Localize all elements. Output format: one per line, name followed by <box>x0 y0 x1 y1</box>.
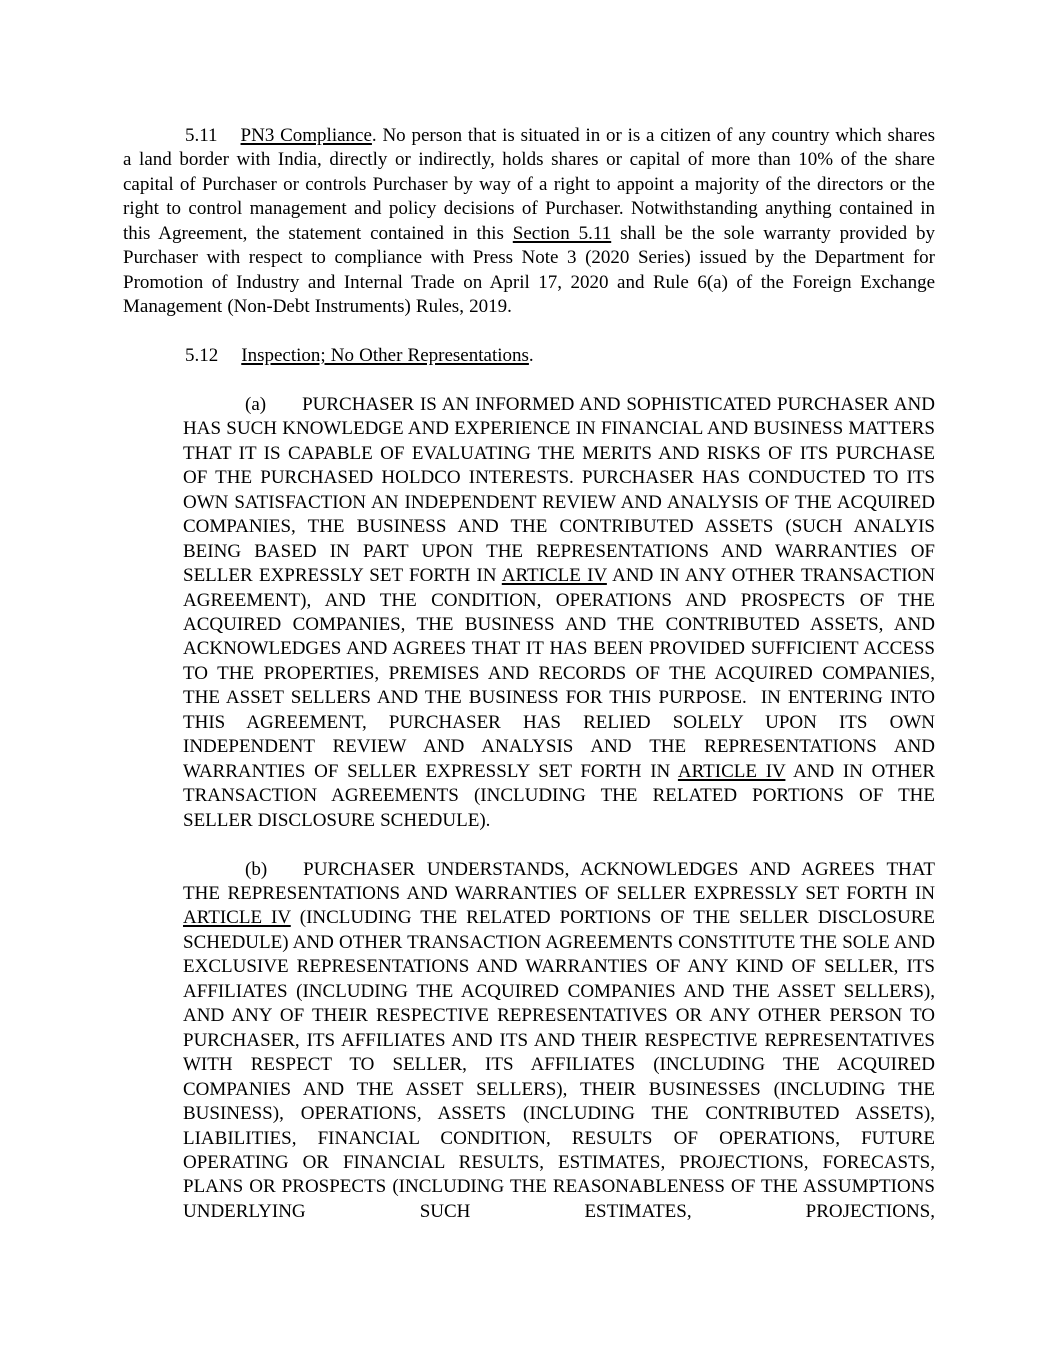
section-5.11-paragraph <box>123 124 935 320</box>
text-run: (b) <box>245 858 268 880</box>
text-run: PURCHASER UNDERSTANDS, ACKNOWLEDGES AND AGREES THAT THE REPRESENTATIONS AND WARRANTIES OF SELLER EXPRESSLY SET FORTH IN <box>183 858 935 904</box>
underlined-text: Section 5.11 <box>512 222 612 244</box>
underlined-text: ARTICLE IV <box>677 760 786 782</box>
text-run: (INCLUDING THE RELATED PORTIONS OF THE SELLER DISCLOSURE SCHEDULE) AND OTHER TRANSACTION AGREEMENTS CONSTITUTE THE SOLE AND EXCLUSIVE REPRESENTATIONS AND WARRANTIES OF ANY KIND OF SELLER, ITS AFFILIATES (INCLUDING THE ACQUIRED COMPANIES AND THE ASSET SELLERS), AND ANY OF THEIR RESPECTIVE REPRESENTATIVES OR ANY OTHER PERSON TO PURCHASER, ITS AFFILIATES AND ITS AND THEIR RESPECTIVE REPRESENTATIVES WITH RESPECT TO SELLER, ITS AFFILIATES (INCLUDING THE ACQUIRED COMPANIES AND THE ASSET SELLERS), THEIR BUSINESSES (INCLUDING THE BUSINESS), OPERATIONS, ASSETS (INCLUDING THE CONTRIBUTED ASSETS), LIABILITIES, FINANCIAL CONDITION, RESULTS OF OPERATIONS, FUTURE OPERATING OR FINANCIAL RESULTS, ESTIMATES, PROJECTIONS, FORECASTS, PLANS OR PROSPECTS (INCLUDING THE REASONABLENESS OF THE ASSUMPTIONS UNDERLYING SUCH ESTIMATES, PROJECTIONS, <box>183 907 935 1222</box>
document-body <box>123 124 935 1224</box>
tab-space <box>218 140 241 141</box>
subsection-b-paragraph <box>183 858 935 1225</box>
text-run: AND IN ANY OTHER TRANSACTION AGREEMENT), AND THE CONDITION, OPERATIONS AND PROSPECTS OF THE ACQUIRED COMPANIES, THE BUSINESS AND THE CONTRIBUTED ASSETS, AND ACKNOWLEDGES AND AGREES THAT IT HAS BEEN PROVIDED SUFFICIENT ACCESS TO THE PROPERTIES, PREMISES AND RECORDS OF THE ACQUIRED COMPANIES, THE ASSET SELLERS AND THE BUSINESS FOR THIS PURPOSE. IN ENTERING INTO THIS AGREEMENT, PURCHASER HAS RELIED SOLELY UPON ITS OWN INDEPENDENT REVIEW AND ANALYSIS AND THE REPRESENTATIONS AND WARRANTIES OF SELLER EXPRESSLY SET FORTH IN <box>183 565 935 782</box>
text-run: (a) <box>245 393 267 415</box>
section-5.12-heading <box>123 344 935 368</box>
text-run: . <box>528 345 534 367</box>
text-run: PURCHASER IS AN INFORMED AND SOPHISTICATED PURCHASER AND HAS SUCH KNOWLEDGE AND EXPERIENCE IN FINANCIAL AND BUSINESS MATTERS THAT IT IS CAPABLE OF EVALUATING THE MERITS AND RISKS OF ITS PURCHASE OF THE PURCHASED HOLDCO INTERESTS. PURCHASER HAS CONDUCTED TO ITS OWN SATISFACTION AN INDEPENDENT REVIEW AND ANALYSIS OF THE ACQUIRED COMPANIES, THE BUSINESS AND THE CONTRIBUTED ASSETS (SUCH ANALYIS BEING BASED IN PART UPON THE REPRESENTATIONS AND WARRANTIES OF SELLER EXPRESSLY SET FORTH IN <box>183 393 935 587</box>
text-run: 5.12 <box>185 345 219 367</box>
tab-space <box>218 360 241 361</box>
underlined-text: ARTICLE IV <box>501 565 607 587</box>
subsection-a-paragraph <box>183 393 935 833</box>
underlined-text: ARTICLE IV <box>183 907 291 929</box>
text-run: shall be the sole warranty provided by Purchaser with respect to compliance with Press Note 3 (2020 Series) issued by the Department for Promotion of Industry and Internal Trade on April 17, 2020 and Rule 6(a) of the Foreign Exchange Management (Non-Debt Instruments) Rules, 2019. <box>123 222 936 318</box>
tab-space <box>267 874 303 875</box>
tab-space <box>266 409 302 410</box>
text-run: 5.11 <box>185 125 218 146</box>
text-run: AND IN OTHER TRANSACTION AGREEMENTS (INCLUDING THE RELATED PORTIONS OF THE SELLER DISCLOSURE SCHEDULE). <box>183 760 936 831</box>
text-run: . No person that is situated in or is a citizen of any country which shares a land border with India, directly or indirectly, holds shares or capital of more than 10% of the share capital of Purchaser or controls Purchaser by way of a right to appoint a majority of the directors or the right to control management and policy decisions of Purchaser. Notwithstanding anything contained in this Agreement, the statement contained in this <box>123 125 935 244</box>
underlined-text: PN3 Compliance <box>240 125 372 146</box>
underlined-text: Inspection; No Other Representations <box>241 345 529 367</box>
